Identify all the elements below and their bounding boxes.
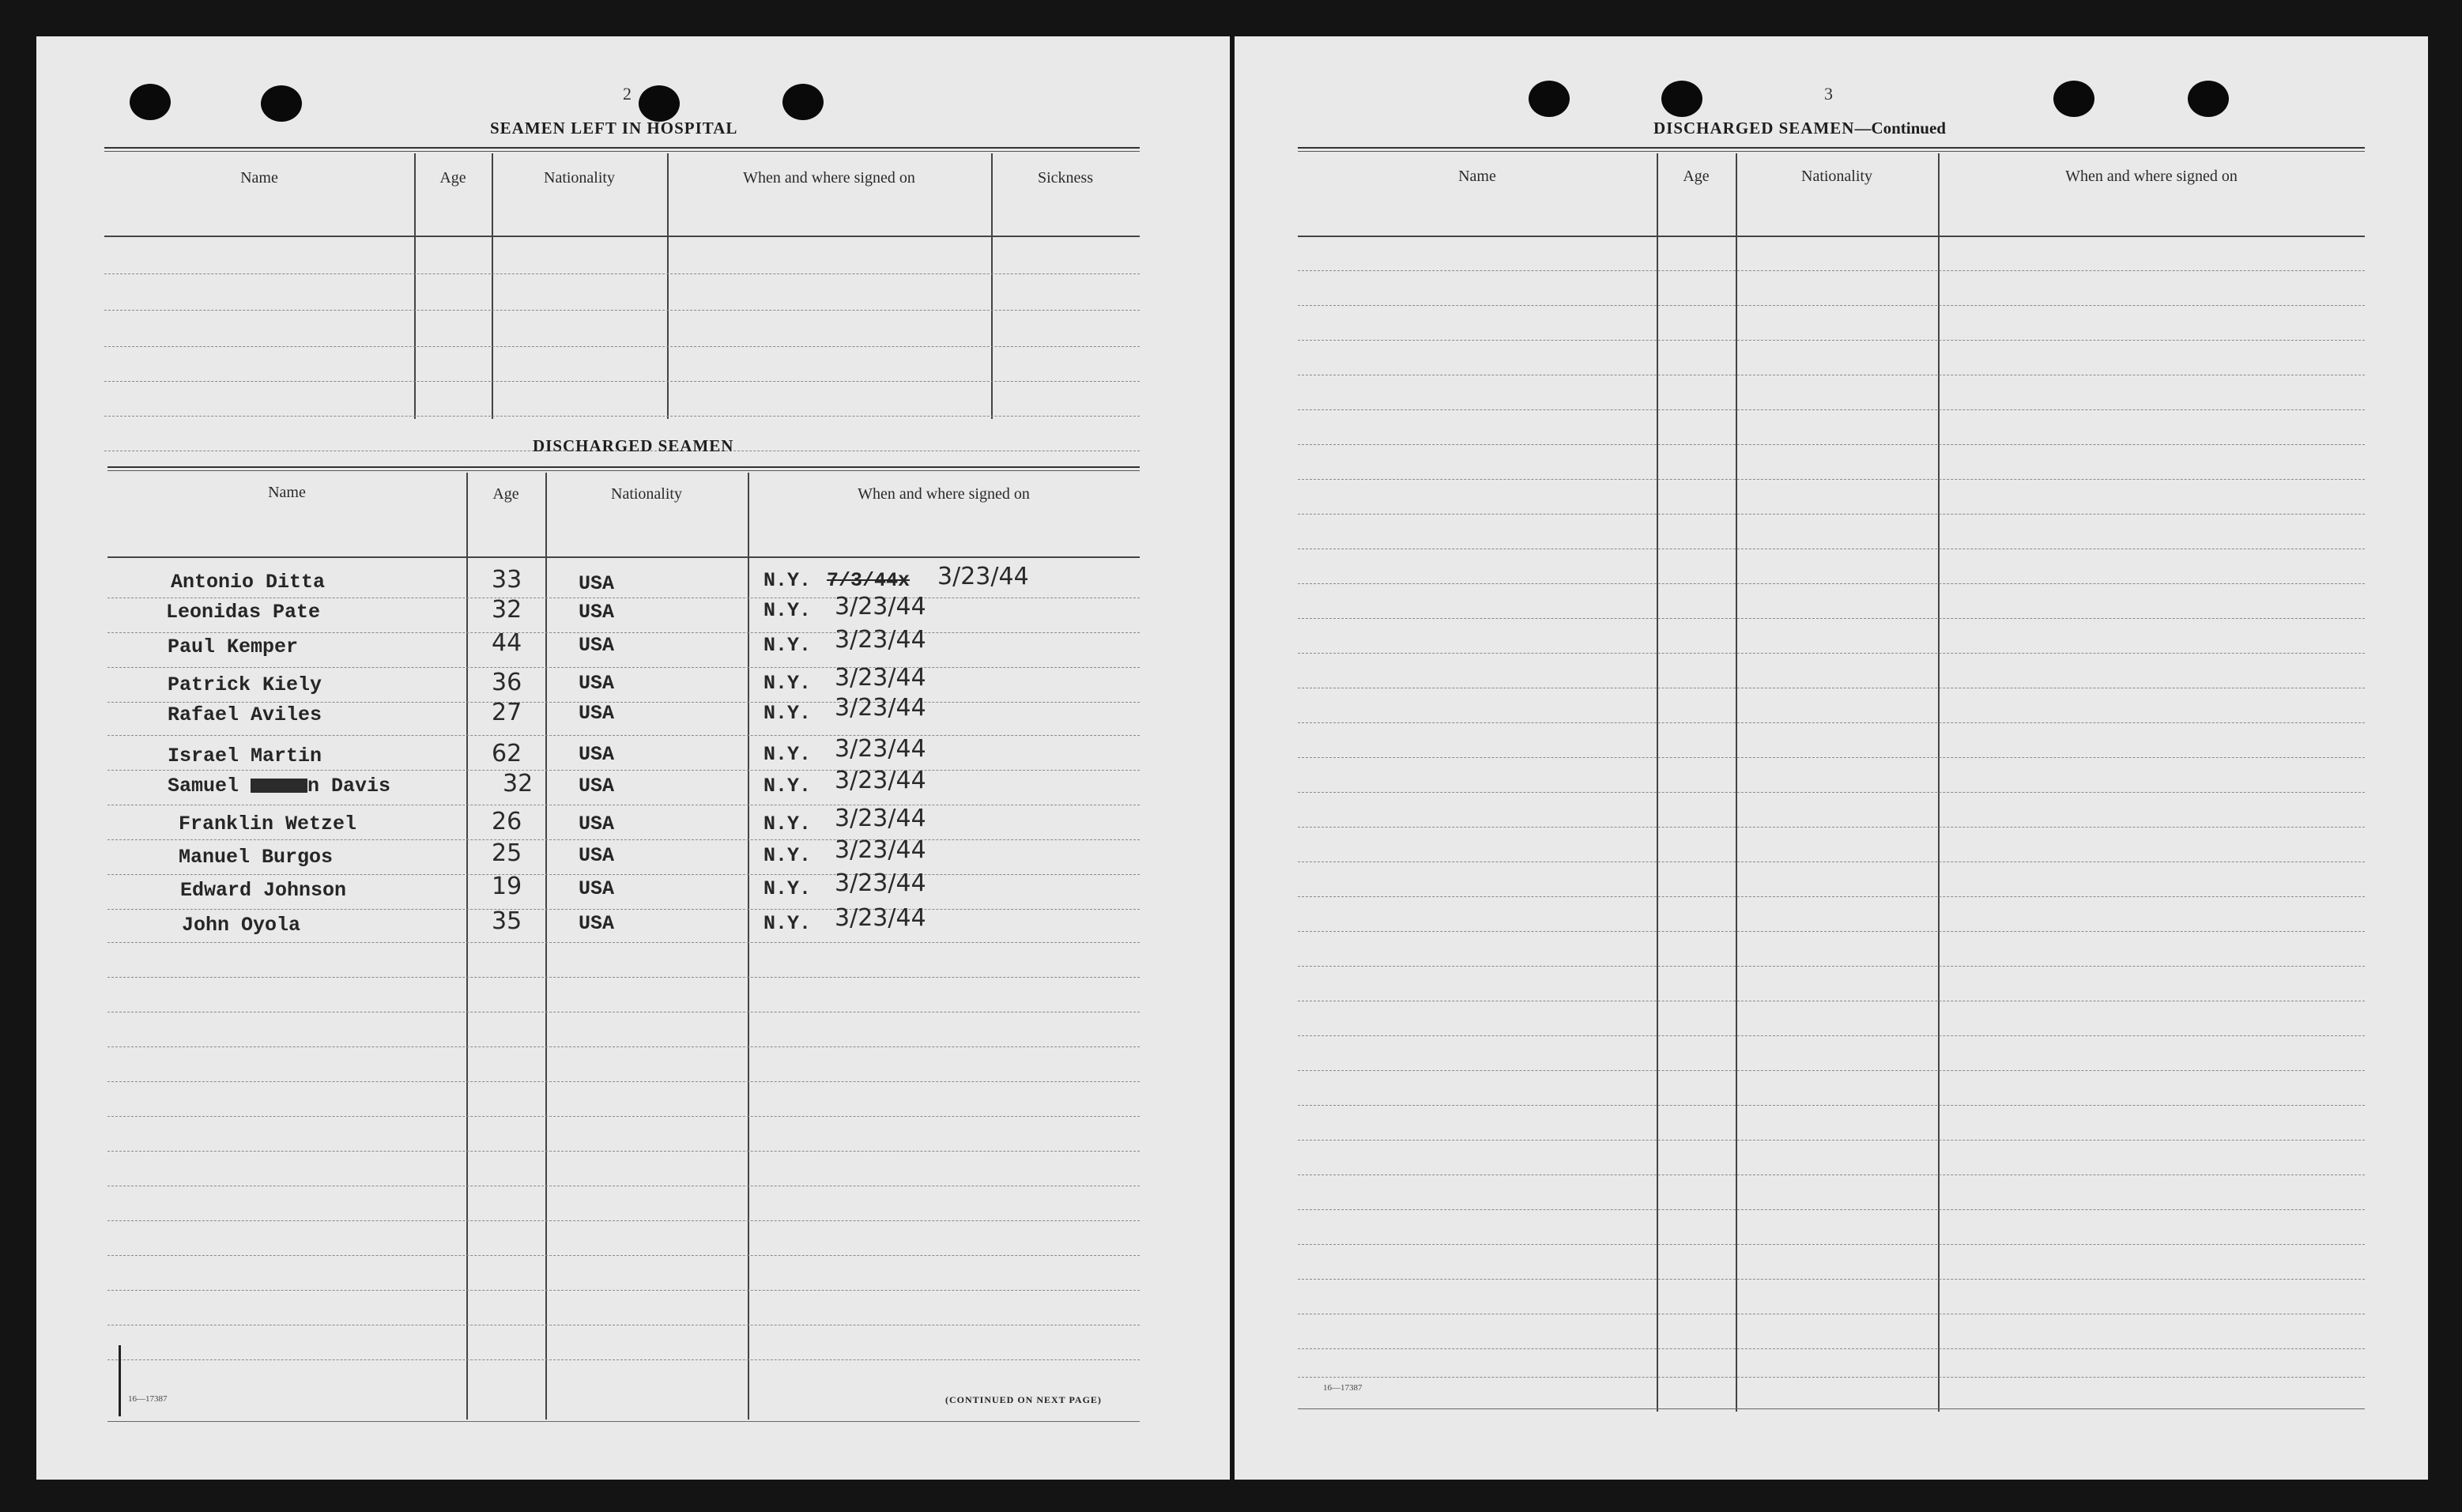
- column-header: Sickness: [1038, 169, 1093, 187]
- signed-date: 3/23/44: [835, 694, 926, 722]
- seaman-age: 32: [492, 596, 522, 624]
- column-header: Age: [439, 169, 466, 187]
- signed-date: 3/23/44: [835, 869, 926, 897]
- seaman-nationality: USA: [579, 672, 615, 695]
- redaction-mark: [251, 779, 307, 793]
- punch-hole: [261, 85, 302, 122]
- signed-place: N.Y.: [763, 813, 812, 835]
- seaman-age: 36: [492, 669, 522, 696]
- right-page: [1235, 36, 2428, 1480]
- punch-hole: [130, 84, 171, 120]
- column-header: Name: [1458, 168, 1496, 185]
- punch-hole: [639, 85, 680, 122]
- seaman-nationality: USA: [579, 844, 615, 867]
- seaman-nationality: USA: [579, 912, 615, 935]
- signed-date: 3/23/44: [835, 805, 926, 832]
- signed-date: 3/23/44: [835, 593, 926, 620]
- signed-place: N.Y.: [763, 569, 812, 592]
- column-header: Age: [492, 485, 519, 503]
- page-number: 2: [623, 84, 632, 104]
- column-header: Name: [240, 169, 278, 187]
- seaman-nationality: USA: [579, 813, 615, 835]
- signed-date: 3/23/44: [835, 767, 926, 794]
- signed-date: 3/23/44: [835, 664, 926, 692]
- hospital-table: [104, 147, 1140, 463]
- punch-hole: [2053, 81, 2094, 117]
- signed-place: N.Y.: [763, 743, 812, 766]
- punch-hole: [1529, 81, 1570, 117]
- column-header: Nationality: [1801, 168, 1872, 185]
- seaman-nationality: USA: [579, 601, 615, 624]
- seaman-age: 26: [492, 808, 522, 835]
- column-header: When and where signed on: [743, 169, 915, 187]
- signed-place: N.Y.: [763, 634, 812, 657]
- seaman-name: Rafael Aviles: [168, 703, 322, 726]
- continued-section-title: DISCHARGED SEAMEN—Continued: [1653, 119, 1946, 138]
- seaman-name: Franklin Wetzel: [179, 813, 357, 835]
- column-header: Nationality: [611, 485, 682, 503]
- seaman-name: Leonidas Pate: [166, 601, 321, 624]
- form-number: 16—17387: [1323, 1383, 1363, 1393]
- signed-date: 3/23/44: [835, 735, 926, 763]
- seaman-age: 33: [492, 566, 522, 594]
- signed-place: N.Y.: [763, 672, 812, 695]
- seaman-age: 27: [492, 699, 522, 726]
- column-header: Nationality: [544, 169, 615, 187]
- seaman-age: 32: [503, 770, 533, 797]
- discharged-section-title: DISCHARGED SEAMEN: [533, 436, 734, 455]
- column-header: Name: [268, 484, 306, 501]
- signed-place: N.Y.: [763, 877, 812, 900]
- seaman-name: Paul Kemper: [168, 635, 299, 658]
- column-header: When and where signed on: [2065, 168, 2238, 185]
- seaman-age: 44: [492, 629, 522, 657]
- form-number: 16—17387: [128, 1394, 168, 1404]
- punch-hole: [782, 84, 824, 120]
- seaman-age: 19: [492, 873, 522, 900]
- pen-mark: [119, 1345, 121, 1416]
- signed-place: N.Y.: [763, 775, 812, 797]
- seaman-age: 62: [492, 740, 522, 767]
- signed-place: N.Y.: [763, 912, 812, 935]
- seaman-nationality: USA: [579, 775, 615, 797]
- seaman-name: Antonio Ditta: [171, 571, 326, 594]
- column-header: Age: [1683, 168, 1710, 185]
- page-number: 3: [1824, 84, 1833, 104]
- seaman-age: 25: [492, 839, 522, 867]
- seaman-nationality: USA: [579, 634, 615, 657]
- seaman-name: Israel Martin: [168, 745, 322, 767]
- punch-hole: [2188, 81, 2229, 117]
- seaman-name: Edward Johnson: [180, 879, 347, 902]
- signed-date: 3/23/44: [835, 904, 926, 932]
- signed-date: 3/23/44: [937, 563, 1029, 590]
- signed-place: N.Y.: [763, 844, 812, 867]
- seaman-nationality: USA: [579, 572, 615, 595]
- signed-date: 3/23/44: [835, 836, 926, 864]
- seaman-name: Patrick Kiely: [168, 673, 322, 696]
- struck-date: 7/3/44x: [827, 569, 911, 592]
- hospital-section-title: SEAMEN LEFT IN HOSPITAL: [490, 119, 738, 138]
- seaman-nationality: USA: [579, 702, 615, 725]
- seaman-age: 35: [492, 907, 522, 935]
- punch-hole: [1661, 81, 1702, 117]
- seaman-nationality: USA: [579, 877, 615, 900]
- signed-date: 3/23/44: [835, 626, 926, 654]
- signed-place: N.Y.: [763, 702, 812, 725]
- signed-place: N.Y.: [763, 599, 812, 622]
- left-page: [36, 36, 1230, 1480]
- seaman-name: Samuel n Davis: [168, 775, 391, 797]
- seaman-nationality: USA: [579, 743, 615, 766]
- discharged-continued-table: [1298, 147, 2365, 1416]
- continued-note: (CONTINUED ON NEXT PAGE): [945, 1394, 1102, 1405]
- seaman-name: Manuel Burgos: [179, 846, 334, 869]
- column-header: When and where signed on: [858, 485, 1030, 503]
- seaman-name: John Oyola: [182, 914, 301, 937]
